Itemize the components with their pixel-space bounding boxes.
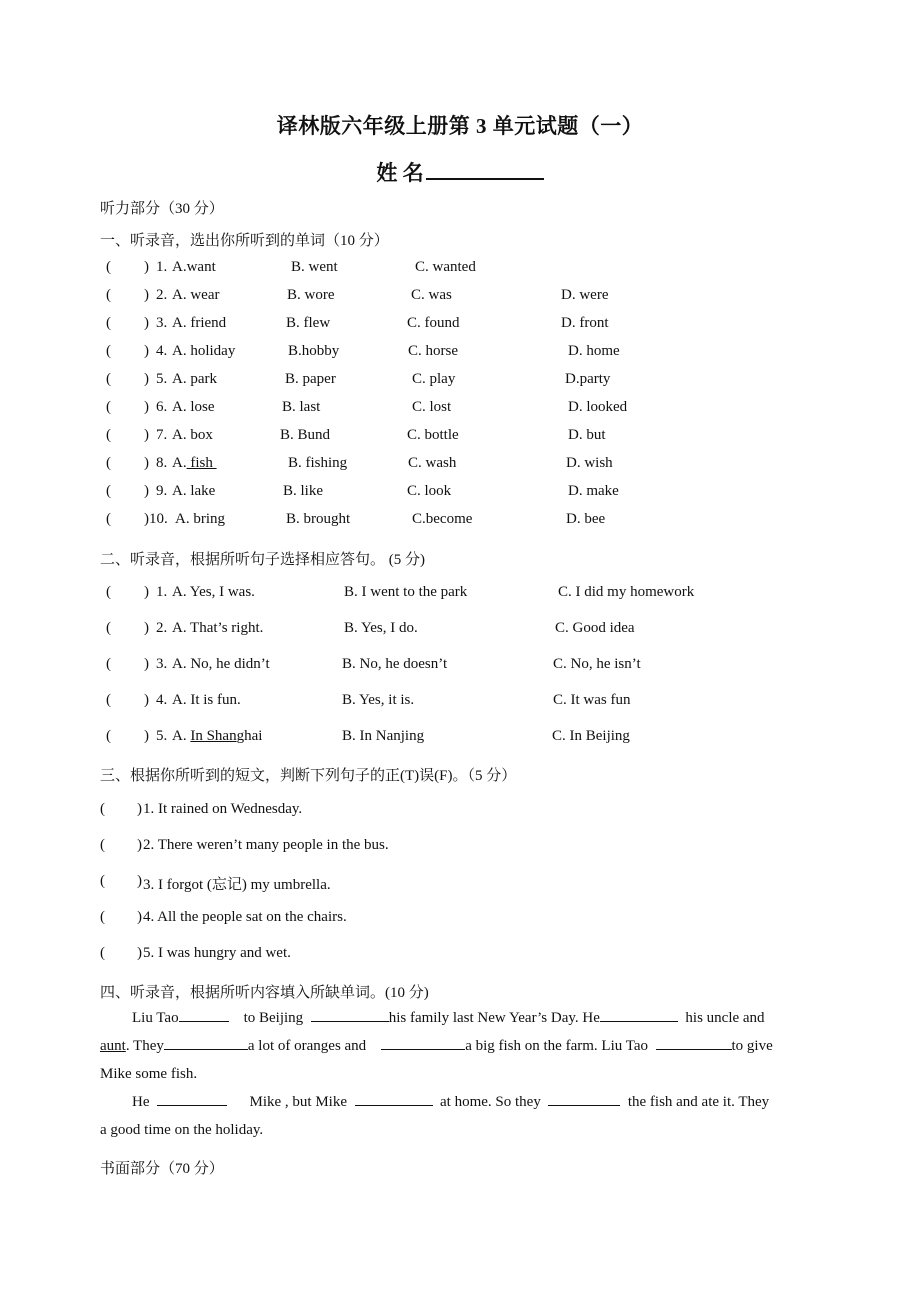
option-a (172, 455, 217, 472)
option-d: D. front (561, 315, 609, 331)
answer-paren-close: ) (137, 909, 142, 925)
option-b: B. Yes, I do. (344, 620, 418, 636)
blank-3[interactable] (600, 1007, 678, 1022)
section2-heading: 二、听录音，根据所听句子选择相应答句。 (5 分) (100, 552, 425, 568)
s1-question-9 (0, 483, 920, 505)
option-b: B. fishing (288, 455, 348, 471)
section1-heading: 一、听录音，选出你所听到的单词（10 分） (100, 233, 389, 249)
answer-paren-open[interactable]: ( (106, 455, 111, 471)
s1-question-7 (0, 427, 920, 449)
written-header: 书面部分（70 分） (100, 1161, 224, 1177)
option-b: B. paper (285, 371, 336, 387)
option-c: C. found (407, 315, 460, 331)
blank-9[interactable] (548, 1091, 620, 1106)
answer-paren-close: ) (144, 483, 149, 499)
option-a-prefix: A. (172, 728, 187, 744)
cloze-paragraph-2 (100, 1088, 820, 1144)
s3-statement-1 (0, 801, 920, 823)
blank-6[interactable] (656, 1035, 732, 1050)
option-d: D. wish (566, 455, 613, 471)
cloze-paragraph-1 (100, 1004, 820, 1088)
answer-paren-open[interactable]: ( (106, 483, 111, 499)
s1-question-5 (0, 371, 920, 393)
name-label: 姓 名 (376, 161, 424, 185)
s3-statement-3 (0, 873, 920, 895)
s3-statement-5 (0, 945, 920, 967)
option-c: C. Good idea (555, 620, 635, 636)
answer-paren-close: ) (144, 315, 149, 331)
answer-paren-open[interactable]: ( (100, 945, 105, 961)
s2-question-1 (0, 584, 920, 606)
answer-paren-open[interactable]: ( (106, 728, 111, 744)
question-number: 9. (156, 483, 168, 499)
option-a-underlined: In Shan (190, 728, 237, 744)
s1-question-1 (0, 259, 920, 281)
option-c: C. look (407, 483, 452, 499)
answer-paren-close: ) (144, 620, 149, 636)
option-b: B. like (283, 483, 323, 499)
answer-paren-open[interactable]: ( (100, 909, 105, 925)
answer-paren-close: ) (144, 455, 149, 471)
option-d: D. but (568, 427, 606, 443)
question-number: 4. (156, 343, 168, 359)
p1-text-1: Liu Tao (132, 1010, 179, 1026)
question-number: 5. (156, 371, 168, 387)
listening-header: 听力部分（30 分） (100, 201, 224, 217)
answer-paren-open[interactable]: ( (106, 315, 111, 331)
s1-question-6 (0, 399, 920, 421)
blank-8[interactable] (355, 1091, 433, 1106)
option-b: B. wore (287, 287, 335, 303)
answer-paren-open[interactable]: ( (106, 259, 111, 275)
answer-paren-open[interactable]: ( (106, 287, 111, 303)
option-a-prefix: A. (172, 455, 187, 471)
blank-1[interactable] (179, 1007, 229, 1022)
option-c: C. I did my homework (558, 584, 695, 600)
answer-paren-close: ) (144, 343, 149, 359)
option-a: A. park (172, 371, 217, 387)
option-a: A. lake (172, 483, 216, 499)
option-a: A. Yes, I was. (172, 584, 255, 600)
answer-paren-close: ) (144, 728, 149, 744)
p2-text-3: at home. So they (440, 1094, 541, 1110)
option-a-underlined: fish (186, 455, 217, 471)
answer-paren-close: ) (144, 259, 149, 275)
option-b: B.hobby (288, 343, 340, 359)
option-c: C. play (412, 371, 456, 387)
option-a (172, 728, 262, 745)
s3-statement-2 (0, 837, 920, 859)
s1-question-2 (0, 287, 920, 309)
option-b: B. went (291, 259, 338, 275)
option-d: D. were (561, 287, 609, 303)
question-number: 7. (156, 427, 168, 443)
option-d: D. make (568, 483, 619, 499)
option-b: B. Bund (280, 427, 331, 443)
p2-text-4: the fish and ate it. They (627, 1094, 770, 1110)
answer-paren-open[interactable]: ( (100, 873, 105, 889)
s1-question-4 (0, 343, 920, 365)
p1-text-3: his family last New Year’s Day. He (388, 1010, 600, 1026)
option-a: A. It is fun. (172, 692, 241, 708)
answer-paren-open[interactable]: ( (106, 399, 111, 415)
question-number: 4. (156, 692, 168, 708)
answer-paren-open[interactable]: ( (106, 584, 111, 600)
s2-question-3 (0, 656, 920, 678)
answer-paren-close: ) (144, 656, 149, 672)
answer-paren-close: ) (144, 399, 149, 415)
answer-paren-close: )10. (144, 511, 168, 527)
option-a: A. holiday (172, 343, 236, 359)
p1-text-9: to give (731, 1038, 773, 1054)
option-c: C. bottle (407, 427, 459, 443)
s2-question-5 (0, 728, 920, 750)
s3-statement-4 (0, 909, 920, 931)
option-a: A. friend (172, 315, 227, 331)
answer-paren-open[interactable]: ( (106, 343, 111, 359)
option-a: A. That’s right. (172, 620, 264, 636)
blank-4[interactable] (164, 1035, 248, 1050)
blank-2[interactable] (311, 1007, 389, 1022)
answer-paren-open[interactable]: ( (106, 620, 111, 636)
answer-paren-close: ) (137, 873, 142, 889)
s1-question-8 (0, 455, 920, 477)
p1-text-5: aunt (100, 1038, 126, 1054)
option-c: C. In Beijing (552, 728, 630, 744)
name-field (0, 157, 920, 187)
question-number: 5. (156, 728, 168, 744)
p1-text-6: . They (125, 1038, 164, 1054)
option-a: A. No, he didn’t (172, 656, 270, 672)
statement-text: 5. I was hungry and wet. (143, 945, 291, 961)
s2-question-2 (0, 620, 920, 642)
answer-paren-open[interactable]: ( (100, 801, 105, 817)
p2-text-1: He (132, 1094, 150, 1110)
option-b: B. No, he doesn’t (342, 656, 448, 672)
p2-text-2: Mike , but Mike (249, 1094, 347, 1110)
option-d: D.party (565, 371, 611, 387)
answer-paren-close: ) (144, 427, 149, 443)
question-number: 6. (156, 399, 168, 415)
answer-paren-close: ) (137, 837, 142, 853)
option-d: D. looked (568, 399, 628, 415)
statement-text: 4. All the people sat on the chairs. (143, 909, 347, 925)
question-number: 8. (156, 455, 168, 471)
option-a: A. bring (175, 511, 225, 527)
option-a-rest: ghai (236, 728, 263, 744)
answer-paren-open[interactable]: ( (106, 692, 111, 708)
p1-text-10: Mike some fish. (100, 1066, 198, 1082)
section3-heading: 三、根据你所听到的短文，判断下列句子的正(T)误(F)。（5 分） (100, 768, 517, 784)
question-number: 1. (156, 259, 168, 275)
answer-paren-close: ) (144, 287, 149, 303)
answer-paren-open[interactable]: ( (106, 427, 111, 443)
p1-text-2: to Beijing (243, 1010, 304, 1026)
option-d: D. bee (566, 511, 606, 527)
option-b: B. I went to the park (344, 584, 468, 600)
s2-question-4 (0, 692, 920, 714)
question-number: 2. (156, 287, 168, 303)
option-c: C. wash (408, 455, 457, 471)
option-a: A. wear (172, 287, 220, 303)
answer-paren-close: ) (137, 945, 142, 961)
statement-text: 2. There weren’t many people in the bus. (143, 837, 389, 853)
option-b: B. Yes, it is. (342, 692, 415, 708)
option-c: C. lost (412, 399, 452, 415)
option-a: A. box (172, 427, 213, 443)
p2-text-5: a good time on the holiday. (100, 1122, 264, 1138)
option-c: C. wanted (415, 259, 476, 275)
question-number: 2. (156, 620, 168, 636)
option-c: C. was (411, 287, 452, 303)
question-number: 3. (156, 315, 168, 331)
question-number: 1. (156, 584, 168, 600)
answer-paren-open[interactable]: ( (106, 511, 111, 527)
option-b: B. brought (286, 511, 351, 527)
section4-heading: 四、听录音，根据所听内容填入所缺单词。(10 分) (100, 985, 429, 1001)
answer-paren-close: ) (144, 584, 149, 600)
statement-text: 3. I forgot (忘记) my umbrella. (143, 877, 331, 893)
option-c: C. It was fun (553, 692, 631, 708)
option-c: C. horse (408, 343, 458, 359)
answer-paren-close: ) (144, 371, 149, 387)
blank-5[interactable] (381, 1035, 465, 1050)
p1-text-8: a big fish on the farm. Liu Tao (465, 1038, 648, 1054)
p1-text-4: his uncle and (685, 1010, 765, 1026)
answer-paren-open[interactable]: ( (106, 371, 111, 387)
name-blank[interactable] (426, 160, 544, 180)
s1-question-3 (0, 315, 920, 337)
blank-7[interactable] (157, 1091, 227, 1106)
s1-question-10 (0, 511, 920, 533)
option-a: A. lose (172, 399, 215, 415)
option-d: D. home (568, 343, 620, 359)
answer-paren-open[interactable]: ( (100, 837, 105, 853)
answer-paren-close: ) (144, 692, 149, 708)
answer-paren-open[interactable]: ( (106, 656, 111, 672)
option-b: B. In Nanjing (342, 728, 425, 744)
option-c: C.become (412, 511, 473, 527)
page-title: 译林版六年级上册第 3 单元试题（一） (276, 114, 644, 138)
question-number: 3. (156, 656, 168, 672)
statement-text: 1. It rained on Wednesday. (143, 801, 303, 817)
option-c: C. No, he isn’t (553, 656, 641, 672)
answer-paren-close: ) (137, 801, 142, 817)
option-b: B. last (282, 399, 321, 415)
option-b: B. flew (286, 315, 331, 331)
p1-text-7: a lot of oranges and (247, 1038, 367, 1054)
option-a: A.want (172, 259, 216, 275)
